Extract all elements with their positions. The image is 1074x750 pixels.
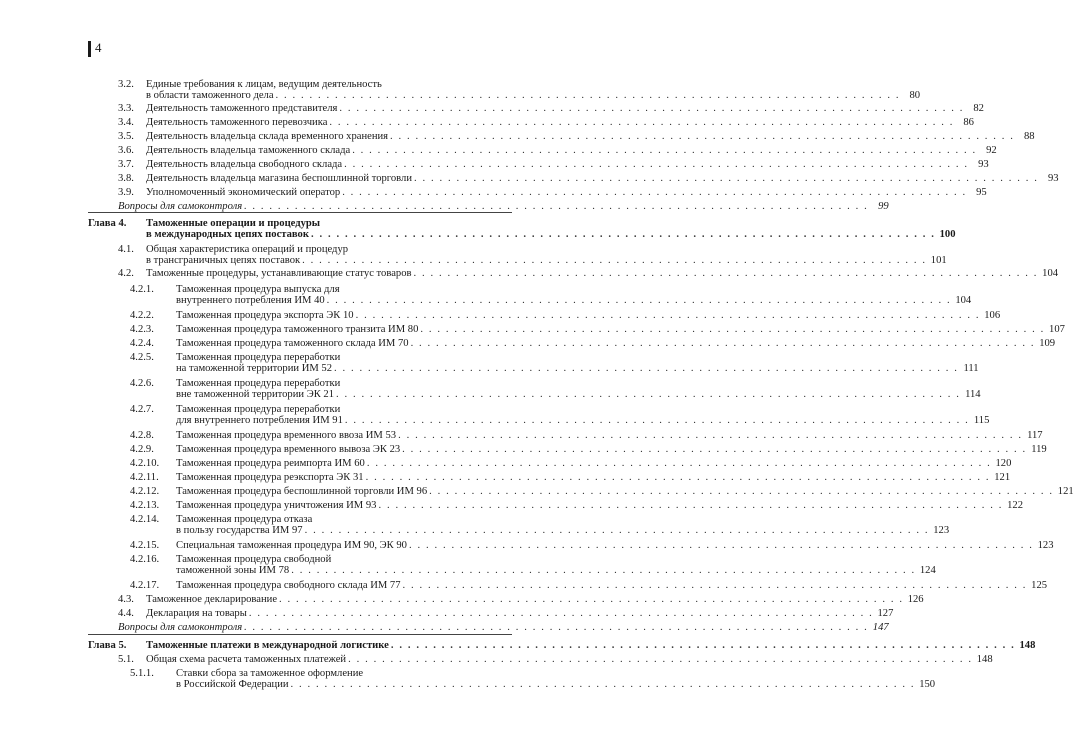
toc-entry-page: 121 — [1057, 486, 1074, 497]
toc-entry-title-line: в международных цепях поставок — [146, 229, 309, 240]
toc-entry-page: 115 — [973, 415, 990, 426]
toc-entry-number: 4.2.6. — [130, 378, 154, 389]
toc-entry-title-line: в Российской Федерации — [176, 679, 289, 690]
toc-entry-title — [146, 608, 894, 619]
dot-leader: . . . . . . . . . . . . . . . . . . . . . . . . . . . . . . . . . . . . . . . . . . . . . . . . . . . . . . . . . . . . . . . . . . . . . . . . . . — [402, 580, 1028, 591]
dot-leader: . . . . . . . . . . . . . . . . . . . . . . . . . . . . . . . . . . . . . . . . . . . . . . . . . . . . . . . . . . . . . . . . . . . . . . . . . . — [329, 117, 954, 128]
toc-entry-number: 4.2.13. — [130, 500, 160, 511]
dot-leader: . . . . . . . . . . . . . . . . . . . . . . . . . . . . . . . . . . . . . . . . . . . . . . . . . . . . . . . . . . . . . . . . . . . . . . . . . . — [302, 255, 927, 266]
toc-entry-page: 127 — [877, 608, 894, 619]
toc-entry-page: 109 — [1039, 338, 1056, 349]
dot-leader: . . . . . . . . . . . . . . . . . . . . . . . . . . . . . . . . . . . . . . . . . . . . . . . . . . . . . . . . . . . . . . . . . . . . . . . . . . — [326, 295, 952, 306]
toc-entry-title-line: Вопросы для самоконтроля — [118, 622, 243, 633]
toc-entry-page: 80 — [909, 90, 921, 101]
toc-entry-title-line: Таможенное декларирование — [146, 594, 278, 605]
toc-entry-page: 99 — [878, 201, 889, 212]
toc-entry-title — [176, 310, 1001, 321]
toc-entry-title-line: вне таможенной территории ЭК 21 — [176, 389, 335, 400]
dot-leader: . . . . . . . . . . . . . . . . . . . . . . . . . . . . . . . . . . . . . . . . . . . . . . . . . . . . . . . . . . . . . . . . . . . . . . . . . . — [244, 201, 869, 212]
toc-entry-title-line: в области таможенного дела — [146, 90, 274, 101]
toc-entry-title — [146, 244, 947, 266]
toc-entry-number: 3.8. — [118, 173, 134, 184]
toc-entry-number: Глава 5. — [88, 640, 127, 651]
toc-entry-number: 4.2.15. — [130, 540, 160, 551]
toc-entry-page: 123 — [933, 525, 950, 536]
toc-entry-page: 147 — [872, 622, 889, 633]
dot-leader: . . . . . . . . . . . . . . . . . . . . . . . . . . . . . . . . . . . . . . . . . . . . . . . . . . . . . . . . . . . . . . . . . . . . . . . . . . — [408, 540, 1034, 551]
toc-entry-page: 92 — [986, 145, 997, 156]
toc-entry-number: 5.1.1. — [130, 668, 154, 679]
dot-leader: . . . . . . . . . . . . . . . . . . . . . . . . . . . . . . . . . . . . . . . . . . . . . . . . . . . . . . . . . . . . . . . . . . . . . . . . . . — [248, 608, 874, 619]
toc-entry-title — [146, 145, 997, 156]
toc-entry-title-line: Таможенные операции и процедуры — [146, 218, 321, 229]
toc-entry-title — [118, 622, 889, 633]
toc-entry-title-line: Специальная таможенная процедура ИМ 90, ЭК 90 — [176, 540, 407, 551]
toc-entry-title-line: Общая характеристика операций и процедур — [146, 244, 349, 255]
dot-leader: . . . . . . . . . . . . . . . . . . . . . . . . . . . . . . . . . . . . . . . . . . . . . . . . . . . . . . . . . . . . . . . . . . . . . . . . . . — [344, 415, 970, 426]
toc-entry-title-line: Деятельность владельца магазина беспошлинной торговли — [146, 173, 412, 184]
toc-entry-title-line: Таможенная процедура временного ввоза ИМ 53 — [176, 430, 397, 441]
toc-entry-title-line: Таможенная процедура отказа — [176, 514, 313, 525]
toc-entry-title — [176, 514, 950, 536]
toc-entry-page: 86 — [963, 117, 974, 128]
toc-entry-title — [176, 444, 1047, 455]
toc-entry-number: 3.2. — [118, 79, 134, 90]
toc-entry-title-line: для внутреннего потребления ИМ 91 — [176, 415, 343, 426]
toc-entry-number: 3.3. — [118, 103, 134, 114]
dot-leader: . . . . . . . . . . . . . . . . . . . . . . . . . . . . . . . . . . . . . . . . . . . . . . . . . . . . . . . . . . . . . . . . . . . . . . . . . . — [413, 268, 1039, 279]
toc-entry-page: 104 — [955, 295, 972, 306]
dot-leader: . . . . . . . . . . . . . . . . . . . . . . . . . . . . . . . . . . . . . . . . . . . . . . . . . . . . . . . . . . . . . . . . . . . . . . . . . . — [398, 430, 1023, 441]
dot-leader: . . . . . . . . . . . . . . . . . . . . . . . . . . . . . . . . . . . . . . . . . . . . . . . . . . . . . . . . . . . . . . . . . . . . . . . . . . — [365, 472, 991, 483]
dot-leader: . . . . . . . . . . . . . . . . . . . . . . . . . . . . . . . . . . . . . . . . . . . . . . . . . . . . . . . . . . . . . . . . . . . . . . . . . . — [366, 458, 992, 469]
section-divider — [88, 212, 512, 213]
dot-leader: . . . . . . . . . . . . . . . . . . . . . . . . . . . . . . . . . . . . . . . . . . . . . . . . . . . . . . . . . . . . . . . . . . . . . . . . . . — [275, 90, 901, 101]
toc-entry-page: 119 — [1031, 444, 1047, 455]
toc-entry-page: 124 — [919, 565, 936, 576]
toc-entry-number: 4.4. — [118, 608, 134, 619]
toc-entry-number: 4.2. — [118, 268, 134, 279]
page-number: 4 — [95, 40, 102, 55]
toc-entry-title — [176, 284, 972, 306]
toc-entry-number: 4.2.3. — [130, 324, 154, 335]
toc-entry-number: 3.6. — [118, 145, 134, 156]
toc-entry-page: 88 — [1023, 131, 1035, 142]
toc-entry-title — [176, 580, 1048, 591]
toc-entry-title-line: Таможенная процедура выпуска для — [176, 284, 340, 295]
toc-entry-title — [146, 103, 984, 114]
toc-entry-number: 4.2.12. — [130, 486, 160, 497]
toc-entry-title-line: Таможенная процедура переработки — [176, 378, 341, 389]
toc-entry-page: 125 — [1031, 580, 1048, 591]
toc-entry-title — [176, 486, 1074, 497]
toc-entry-title-line: Деятельность таможенного перевозчика — [146, 117, 328, 128]
toc-entry-title — [176, 554, 936, 576]
toc-entry-title — [176, 378, 981, 400]
toc-entry-page: 100 — [939, 229, 956, 240]
toc-entry-number: 4.2.9. — [130, 444, 154, 455]
toc-entry-number: Глава 4. — [88, 218, 127, 229]
dot-leader: . . . . . . . . . . . . . . . . . . . . . . . . . . . . . . . . . . . . . . . . . . . . . . . . . . . . . . . . . . . . . . . . . . . . . . . . . . — [429, 486, 1054, 497]
toc-entry-page: 126 — [907, 594, 924, 605]
toc-entry-title-line: Таможенная процедура переработки — [176, 404, 341, 415]
toc-entry-title-line: Таможенная процедура экспорта ЭК 10 — [176, 310, 354, 321]
toc-entry-number: 4.2.10. — [130, 458, 160, 469]
toc-entry-page: 121 — [994, 472, 1011, 483]
toc-entry-number: 4.2.16. — [130, 554, 160, 565]
toc-entry-title-line: Таможенная процедура таможенного транзита ИМ 80 — [176, 324, 419, 335]
toc-entry-title — [176, 540, 1054, 551]
toc-entry-number: 4.2.14. — [130, 514, 160, 525]
toc-entry-page: 120 — [995, 458, 1012, 469]
toc-entry-title — [146, 117, 974, 128]
toc-entry-title — [118, 201, 889, 212]
toc-entry-title-line: Вопросы для самоконтроля — [118, 201, 243, 212]
toc-entry-title — [176, 458, 1012, 469]
toc-entry-title-line: Деятельность владельца таможенного склада — [146, 145, 351, 156]
toc-entry-title-line: Таможенные платежи в международной логистике — [146, 640, 389, 651]
toc-entry-title-line: Общая схема расчета таможенных платежей — [146, 654, 347, 665]
toc-entry-title — [146, 173, 1059, 184]
dot-leader: . . . . . . . . . . . . . . . . . . . . . . . . . . . . . . . . . . . . . . . . . . . . . . . . . . . . . . . . . . . . . . . . . . . . . . . . . . — [402, 444, 1027, 455]
toc-entry-page: 93 — [978, 159, 989, 170]
dot-leader: . . . . . . . . . . . . . . . . . . . . . . . . . . . . . . . . . . . . . . . . . . . . . . . . . . . . . . . . . . . . . . . . . . . . . . . . . . — [355, 310, 981, 321]
toc-entry-title — [176, 500, 1023, 511]
toc-entry-title-line: Таможенная процедура свободной — [176, 554, 332, 565]
toc-entry-number: 4.1. — [118, 244, 134, 255]
toc-entry-title — [176, 338, 1056, 349]
toc-entry-page: 82 — [973, 103, 984, 114]
toc-entry-title — [146, 594, 924, 605]
toc-entry-page: 123 — [1037, 540, 1054, 551]
toc-entry-number: 3.9. — [118, 187, 134, 198]
dot-leader: . . . . . . . . . . . . . . . . . . . . . . . . . . . . . . . . . . . . . . . . . . . . . . . . . . . . . . . . . . . . . . . . . . . . . . . . . . — [420, 324, 1045, 335]
toc-entry-title — [146, 159, 989, 170]
toc-entry-title — [146, 79, 921, 101]
toc-entry-title-line: на таможенной территории ИМ 52 — [176, 363, 333, 374]
dot-leader: . . . . . . . . . . . . . . . . . . . . . . . . . . . . . . . . . . . . . . . . . . . . . . . . . . . . . . . . . . . . . . . . . . . . . . . . . . — [290, 679, 916, 690]
toc-entry-title-line: Деятельность таможенного представителя — [146, 103, 338, 114]
dot-leader: . . . . . . . . . . . . . . . . . . . . . . . . . . . . . . . . . . . . . . . . . . . . . . . . . . . . . . . . . . . . . . . . . . . . . . . . . . — [352, 145, 977, 156]
dot-leader: . . . . . . . . . . . . . . . . . . . . . . . . . . . . . . . . . . . . . . . . . . . . . . . . . . . . . . . . . . . . . . . . . . . . . . . . . . — [279, 594, 904, 605]
toc-entry-title — [146, 268, 1059, 279]
toc-entry-number: 3.7. — [118, 159, 134, 170]
toc-entry-title-line: таможенной зоны ИМ 78 — [176, 565, 290, 576]
dot-leader: . . . . . . . . . . . . . . . . . . . . . . . . . . . . . . . . . . . . . . . . . . . . . . . . . . . . . . . . . . . . . . . . . . . . . . . . . . — [414, 173, 1039, 184]
toc-entry-title-line: в пользу государства ИМ 97 — [176, 525, 303, 536]
toc-entry-title — [176, 472, 1011, 483]
toc-entry-title — [176, 668, 936, 690]
toc-entry-number: 4.2.5. — [130, 352, 154, 363]
toc-entry-title — [176, 430, 1043, 441]
toc-entry-page: 117 — [1027, 430, 1043, 441]
toc-entry-title — [176, 324, 1065, 335]
toc-entry-title-line: Деятельность владельца склада временного хранения — [146, 131, 389, 142]
dot-leader: . . . . . . . . . . . . . . . . . . . . . . . . . . . . . . . . . . . . . . . . . . . . . . . . . . . . . . . . . . . . . . . . . . . . . . . . . . — [291, 565, 916, 576]
dot-leader: . . . . . . . . . . . . . . . . . . . . . . . . . . . . . . . . . . . . . . . . . . . . . . . . . . . . . . . . . . . . . . . . . . . . . . . . . . — [336, 389, 961, 400]
toc-entry-number: 4.2.4. — [130, 338, 154, 349]
toc-entry-title — [146, 218, 956, 240]
toc-entry-number: 3.5. — [118, 131, 134, 142]
toc-entry-number: 4.2.1. — [130, 284, 154, 295]
toc-entry-title-line: в трансграничных цепях поставок — [146, 255, 301, 266]
toc-entry-number: 4.3. — [118, 594, 134, 605]
dot-leader: . . . . . . . . . . . . . . . . . . . . . . . . . . . . . . . . . . . . . . . . . . . . . . . . . . . . . . . . . . . . . . . . . . . . . . . . . . — [304, 525, 930, 536]
toc-entry-title-line: внутреннего потребления ИМ 40 — [176, 295, 325, 306]
toc-entry-title — [176, 352, 979, 374]
toc-entry-number: 4.2.8. — [130, 430, 154, 441]
dot-leader: . . . . . . . . . . . . . . . . . . . . . . . . . . . . . . . . . . . . . . . . . . . . . . . . . . . . . . . . . . . . . . . . . . . . . . . . . . — [342, 187, 967, 198]
toc-entry-title-line: Таможенная процедура таможенного склада ИМ 70 — [176, 338, 409, 349]
toc-entry-page: 150 — [919, 679, 936, 690]
toc-entry-title-line: Таможенные процедуры, устанавливающие статус товаров — [146, 268, 412, 279]
dot-leader: . . . . . . . . . . . . . . . . . . . . . . . . . . . . . . . . . . . . . . . . . . . . . . . . . . . . . . . . . . . . . . . . . . . . . . . . . . — [378, 500, 1003, 511]
toc-entry-title — [176, 404, 990, 426]
dot-leader: . . . . . . . . . . . . . . . . . . . . . . . . . . . . . . . . . . . . . . . . . . . . . . . . . . . . . . . . . . . . . . . . . . . . . . . . . . — [410, 338, 1036, 349]
dot-leader: . . . . . . . . . . . . . . . . . . . . . . . . . . . . . . . . . . . . . . . . . . . . . . . . . . . . . . . . . . . . . . . . . . . . . . . . . . — [339, 103, 964, 114]
section-divider — [88, 634, 512, 635]
toc-entry-title-line: Ставки сбора за таможенное оформление — [176, 668, 364, 679]
toc-entry-page: 111 — [963, 363, 979, 374]
dot-leader: . . . . . . . . . . . . . . . . . . . . . . . . . . . . . . . . . . . . . . . . . . . . . . . . . . . . . . . . . . . . . . . . . . . . . . . . . . — [344, 159, 969, 170]
toc-entry-page: 148 — [976, 654, 993, 665]
toc-entry-number: 4.2.17. — [130, 580, 160, 591]
toc-entry-page: 107 — [1049, 324, 1065, 335]
toc-entry-title-line: Таможенная процедура реэкспорта ЭК 31 — [176, 472, 364, 483]
dot-leader: . . . . . . . . . . . . . . . . . . . . . . . . . . . . . . . . . . . . . . . . . . . . . . . . . . . . . . . . . . . . . . . . . . . . . . . . . . — [244, 622, 869, 633]
toc-entry-title-line: Таможенная процедура свободного склада ИМ 77 — [176, 580, 401, 591]
dot-leader: . . . . . . . . . . . . . . . . . . . . . . . . . . . . . . . . . . . . . . . . . . . . . . . . . . . . . . . . . . . . . . . . . . . . . . . . . . — [310, 229, 936, 240]
toc-entry-title-line: Таможенная процедура уничтожения ИМ 93 — [176, 500, 377, 511]
toc-entry-page: 106 — [984, 310, 1001, 321]
toc-entry-title-line: Декларация на товары — [146, 608, 247, 619]
dot-leader: . . . . . . . . . . . . . . . . . . . . . . . . . . . . . . . . . . . . . . . . . . . . . . . . . . . . . . . . . . . . . . . . . . . . . . . . . . — [348, 654, 973, 665]
dot-leader: . . . . . . . . . . . . . . . . . . . . . . . . . . . . . . . . . . . . . . . . . . . . . . . . . . . . . . . . . . . . . . . . . . . . . . . . . . — [390, 131, 1015, 142]
toc-entry-page: 148 — [1019, 640, 1036, 651]
toc-entry-number: 4.2.11. — [130, 472, 159, 483]
toc-entry-title-line: Уполномоченный экономический оператор — [146, 187, 341, 198]
toc-entry-title — [146, 654, 993, 665]
dot-leader: . . . . . . . . . . . . . . . . . . . . . . . . . . . . . . . . . . . . . . . . . . . . . . . . . . . . . . . . . . . . . . . . . . . . . . . . . . — [390, 640, 1016, 651]
toc-entry-title-line: Деятельность владельца свободного склада — [146, 159, 343, 170]
toc-entry-page: 122 — [1007, 500, 1023, 511]
toc-entry-number: 4.2.2. — [130, 310, 154, 321]
toc-entry-title — [146, 131, 1035, 142]
toc-entry-number: 5.1. — [118, 654, 134, 665]
toc-entry-title — [146, 187, 987, 198]
toc-entry-page: 95 — [976, 187, 987, 198]
toc-entry-title-line: Таможенная процедура временного вывоза ЭК 23 — [176, 444, 401, 455]
toc-entry-number: 4.2.7. — [130, 404, 154, 415]
toc-entry-title — [146, 640, 1036, 651]
toc-entry-page: 93 — [1047, 173, 1059, 184]
toc-entry-number: 3.4. — [118, 117, 134, 128]
toc-entry-page: 114 — [965, 389, 981, 400]
toc-entry-page: 101 — [930, 255, 947, 266]
toc-entry-page: 104 — [1042, 268, 1059, 279]
toc-entry-title-line: Единые требования к лицам, ведущим деятельность — [146, 79, 382, 90]
dot-leader: . . . . . . . . . . . . . . . . . . . . . . . . . . . . . . . . . . . . . . . . . . . . . . . . . . . . . . . . . . . . . . . . . . . . . . . . . . — [334, 363, 959, 374]
toc-entry-title-line: Таможенная процедура реимпорта ИМ 60 — [176, 458, 365, 469]
toc-entry-title-line: Таможенная процедура переработки — [176, 352, 341, 363]
toc-entry-title-line: Таможенная процедура беспошлинной торговли ИМ 96 — [176, 486, 428, 497]
